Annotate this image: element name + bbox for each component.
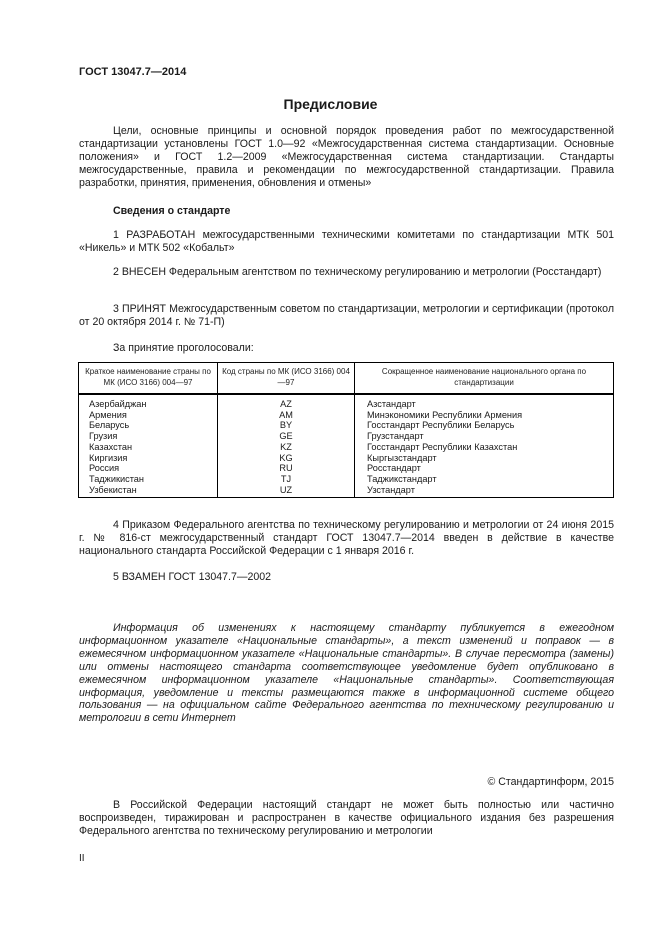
table-row — [79, 463, 614, 474]
item-1-text: 1 РАЗРАБОТАН межгосударственными техническими комитетами по стандартизации МТК 501 «Никель» и МТК 502 «Кобальт» — [79, 229, 614, 254]
item-3 — [79, 303, 614, 329]
org-cell: Кыргызстандарт — [355, 453, 614, 464]
item-5-text: 5 ВЗАМЕН ГОСТ 13047.7—2002 — [113, 571, 272, 583]
item-2 — [79, 266, 614, 279]
rights-text: В Российской Федерации настоящий стандарт не может быть полностью или частично воспроизведен, тиражирован и распространен в качестве официального издания без разрешения Федерального агентства по техническому регулированию и метрологии — [79, 799, 614, 837]
country-cell: Россия — [79, 463, 218, 474]
table-row — [79, 394, 614, 410]
page-number: II — [79, 853, 85, 864]
org-cell: Грузстандарт — [355, 431, 614, 442]
code-cell: KG — [218, 453, 355, 464]
country-cell: Армения — [79, 410, 218, 421]
code-cell: AM — [218, 410, 355, 421]
code-cell: BY — [218, 420, 355, 431]
country-cell: Грузия — [79, 431, 218, 442]
code-cell: TJ — [218, 474, 355, 485]
vote-label: За принятие проголосовали: — [113, 342, 254, 354]
code-cell: UZ — [218, 485, 355, 498]
org-cell: Госстандарт Республики Казахстан — [355, 442, 614, 453]
country-cell: Узбекистан — [79, 485, 218, 498]
table-row — [79, 420, 614, 431]
page-title: Предисловие — [283, 96, 378, 112]
notice-text: Информация об изменениях к настоящему стандарту публикуется в ежегодном информационном указателе «Национальные стандарты», а текст изменений и поправок — в ежемесячном информационном указателе «Национальные стандарты». В случае пересмотра (замены) или отмены настоящего стандарта соответствующее уведомление будет опубликовано в ежемесячном информационном указателе «Национальные стандарты». Соответствующая информация, уведомление и тексты размещаются также в информационной системе общего пользования — на официальном сайте Федерального агентства по техническому регулированию и метрологии в сети Интернет — [79, 622, 614, 725]
voting-table — [78, 362, 614, 498]
org-cell: Минэкономики Республики Армения — [355, 410, 614, 421]
header-country: Краткое наименование страны по МК (ИСО 3166) 004—97 — [79, 363, 218, 395]
intro-paragraph — [79, 125, 614, 190]
code-cell: RU — [218, 463, 355, 474]
table-header-row — [79, 363, 614, 395]
item-2-text: 2 ВНЕСЕН Федеральным агентством по техническому регулированию и метрологии (Росстандарт) — [113, 266, 602, 278]
item-5 — [79, 571, 614, 584]
code-cell: GE — [218, 431, 355, 442]
table-row — [79, 474, 614, 485]
item-3-text: 3 ПРИНЯТ Межгосударственным советом по стандартизации, метрологии и сертификации (протокол от 20 октября 2014 г. № 71-П) — [79, 303, 614, 328]
header-code: Код страны по МК (ИСО 3166) 004—97 — [218, 363, 355, 395]
table-row — [79, 442, 614, 453]
org-cell: Азстандарт — [355, 394, 614, 410]
country-cell: Азербайджан — [79, 394, 218, 410]
country-cell: Беларусь — [79, 420, 218, 431]
table-row — [79, 485, 614, 498]
item-4 — [79, 519, 614, 558]
intro-text: Цели, основные принципы и основной порядок проведения работ по межгосударственной стандартизации установлены ГОСТ 1.0—92 «Межгосударственная система стандартизации. Основные положения» и ГОСТ 1.2—2009 «Межгосударственная система стандартизации. Стандарты межгосударственные, правила и рекомендации по межгосударственной стандартизации. Правила разработки, принятия, применения, обновления и отмены» — [79, 125, 614, 189]
code-cell: KZ — [218, 442, 355, 453]
table-row — [79, 410, 614, 421]
org-cell: Госстандарт Республики Беларусь — [355, 420, 614, 431]
table-row — [79, 431, 614, 442]
code-cell: AZ — [218, 394, 355, 410]
org-cell: Таджикстандарт — [355, 474, 614, 485]
country-cell: Казахстан — [79, 442, 218, 453]
amendments-notice — [79, 622, 614, 725]
item-1 — [79, 229, 614, 255]
country-cell: Киргизия — [79, 453, 218, 464]
org-cell: Узстандарт — [355, 485, 614, 498]
document-id-header: ГОСТ 13047.7—2014 — [79, 66, 187, 78]
item-4-text: 4 Приказом Федерального агентства по техническому регулированию и метрологии от 24 июня 2015 г. № 816-ст межгосударственный стандарт ГОСТ 13047.7—2014 введен в действие в качестве национального стандарта Российской Федерации с 1 января 2016 г. — [79, 519, 614, 557]
table-row — [79, 453, 614, 464]
header-org: Сокращенное наименование национального органа по стандартизации — [355, 363, 614, 395]
rights-paragraph — [79, 799, 614, 838]
section-heading: Сведения о стандарте — [113, 205, 231, 217]
country-cell: Таджикистан — [79, 474, 218, 485]
copyright: © Стандартинформ, 2015 — [487, 776, 614, 788]
org-cell: Росстандарт — [355, 463, 614, 474]
